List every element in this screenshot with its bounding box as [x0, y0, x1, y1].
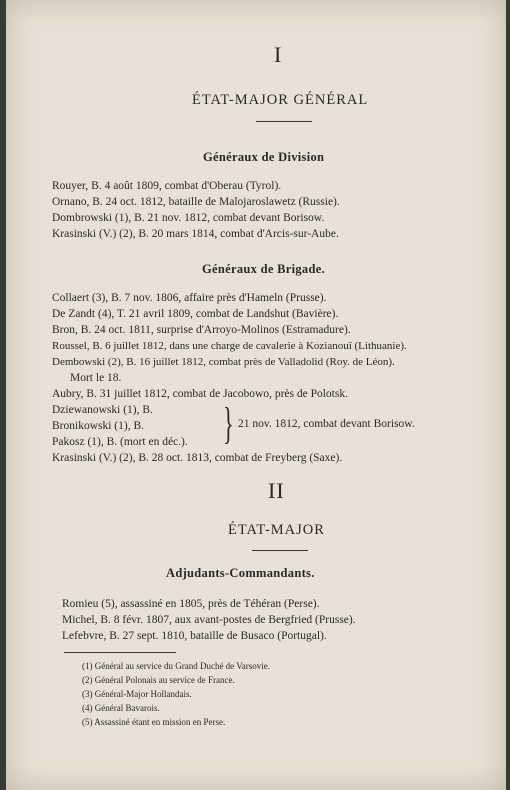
footnote-rule: [64, 652, 176, 653]
adjutant-entry: Michel, B. 8 févr. 1807, aux avant-postes de Bergfried (Prusse).: [62, 614, 356, 626]
section-title: ÉTAT-MAJOR GÉNÉRAL: [192, 92, 369, 108]
division-heading: Généraux de Division: [203, 150, 325, 164]
division-entry: Krasinski (V.) (2), B. 20 mars 1814, combat d'Arcis-sur-Aube.: [52, 228, 339, 240]
brigade-entry: Krasinski (V.) (2), B. 28 oct. 1813, combat de Freyberg (Saxe).: [52, 452, 343, 464]
division-entry: Dombrowski (1), B. 21 nov. 1812, combat devant Borisow.: [52, 212, 325, 224]
brigade-entry: Aubry, B. 31 juillet 1812, combat de Jacobowo, près de Polotsk.: [52, 388, 348, 400]
section-numeral: II: [268, 478, 285, 503]
brigade-entry: Bronikowski (1), B.: [52, 420, 144, 432]
division-entry: Rouyer, B. 4 août 1809, combat d'Oberau (Tyrol).: [52, 180, 282, 192]
section-title: ÉTAT-MAJOR: [228, 522, 325, 538]
adjutant-entry: Romieu (5), assassiné en 1805, près de Téhéran (Perse).: [62, 598, 320, 610]
footnote: (2) Général Polonais au service de France.: [82, 675, 235, 685]
book-page: [6, 0, 506, 790]
footnote: (4) Général Bavarois.: [82, 703, 160, 713]
grouping-brace: }: [223, 399, 234, 448]
brigade-entry-continuation: Mort le 18.: [70, 372, 122, 384]
footnote: (3) Général-Major Hollandais.: [82, 689, 192, 699]
adjutants-heading: Adjudants-Commandants.: [166, 566, 315, 580]
division-entry: Ornano, B. 24 oct. 1812, bataille de Malojaroslawetz (Russie).: [52, 196, 340, 208]
brigade-entry: Bron, B. 24 oct. 1811, surprise d'Arroyo-Molinos (Estramadure).: [52, 324, 351, 336]
title-rule: [252, 550, 308, 551]
brigade-entry: Dembowski (2), B. 16 juillet 1812, combat près de Valladolid (Roy. de Léon).: [52, 356, 395, 368]
footnote: (1) Général au service du Grand Duché de Varsovie.: [82, 661, 271, 671]
brigade-entry: De Zandt (4), T. 21 avril 1809, combat de Landshut (Bavière).: [52, 308, 339, 320]
title-rule: [256, 121, 312, 122]
footnote: (5) Assassiné étant en mission en Perse.: [82, 717, 226, 727]
brigade-heading: Généraux de Brigade.: [202, 262, 326, 276]
brigade-entry: Collaert (3), B. 7 nov. 1806, affaire près d'Hameln (Prusse).: [52, 292, 327, 304]
brigade-entry: Pakosz (1), B. (mort en déc.).: [52, 436, 188, 448]
brigade-entry: Dziewanowski (1), B.: [52, 404, 153, 416]
section-numeral: I: [274, 42, 283, 67]
grouped-entry-detail: 21 nov. 1812, combat devant Borisow.: [238, 418, 415, 430]
brigade-entry: Roussel, B. 6 juillet 1812, dans une charge de cavalerie à Kozianouï (Lithuanie).: [52, 340, 407, 352]
adjutant-entry: Lefebvre, B. 27 sept. 1810, bataille de Busaco (Portugal).: [62, 630, 327, 642]
